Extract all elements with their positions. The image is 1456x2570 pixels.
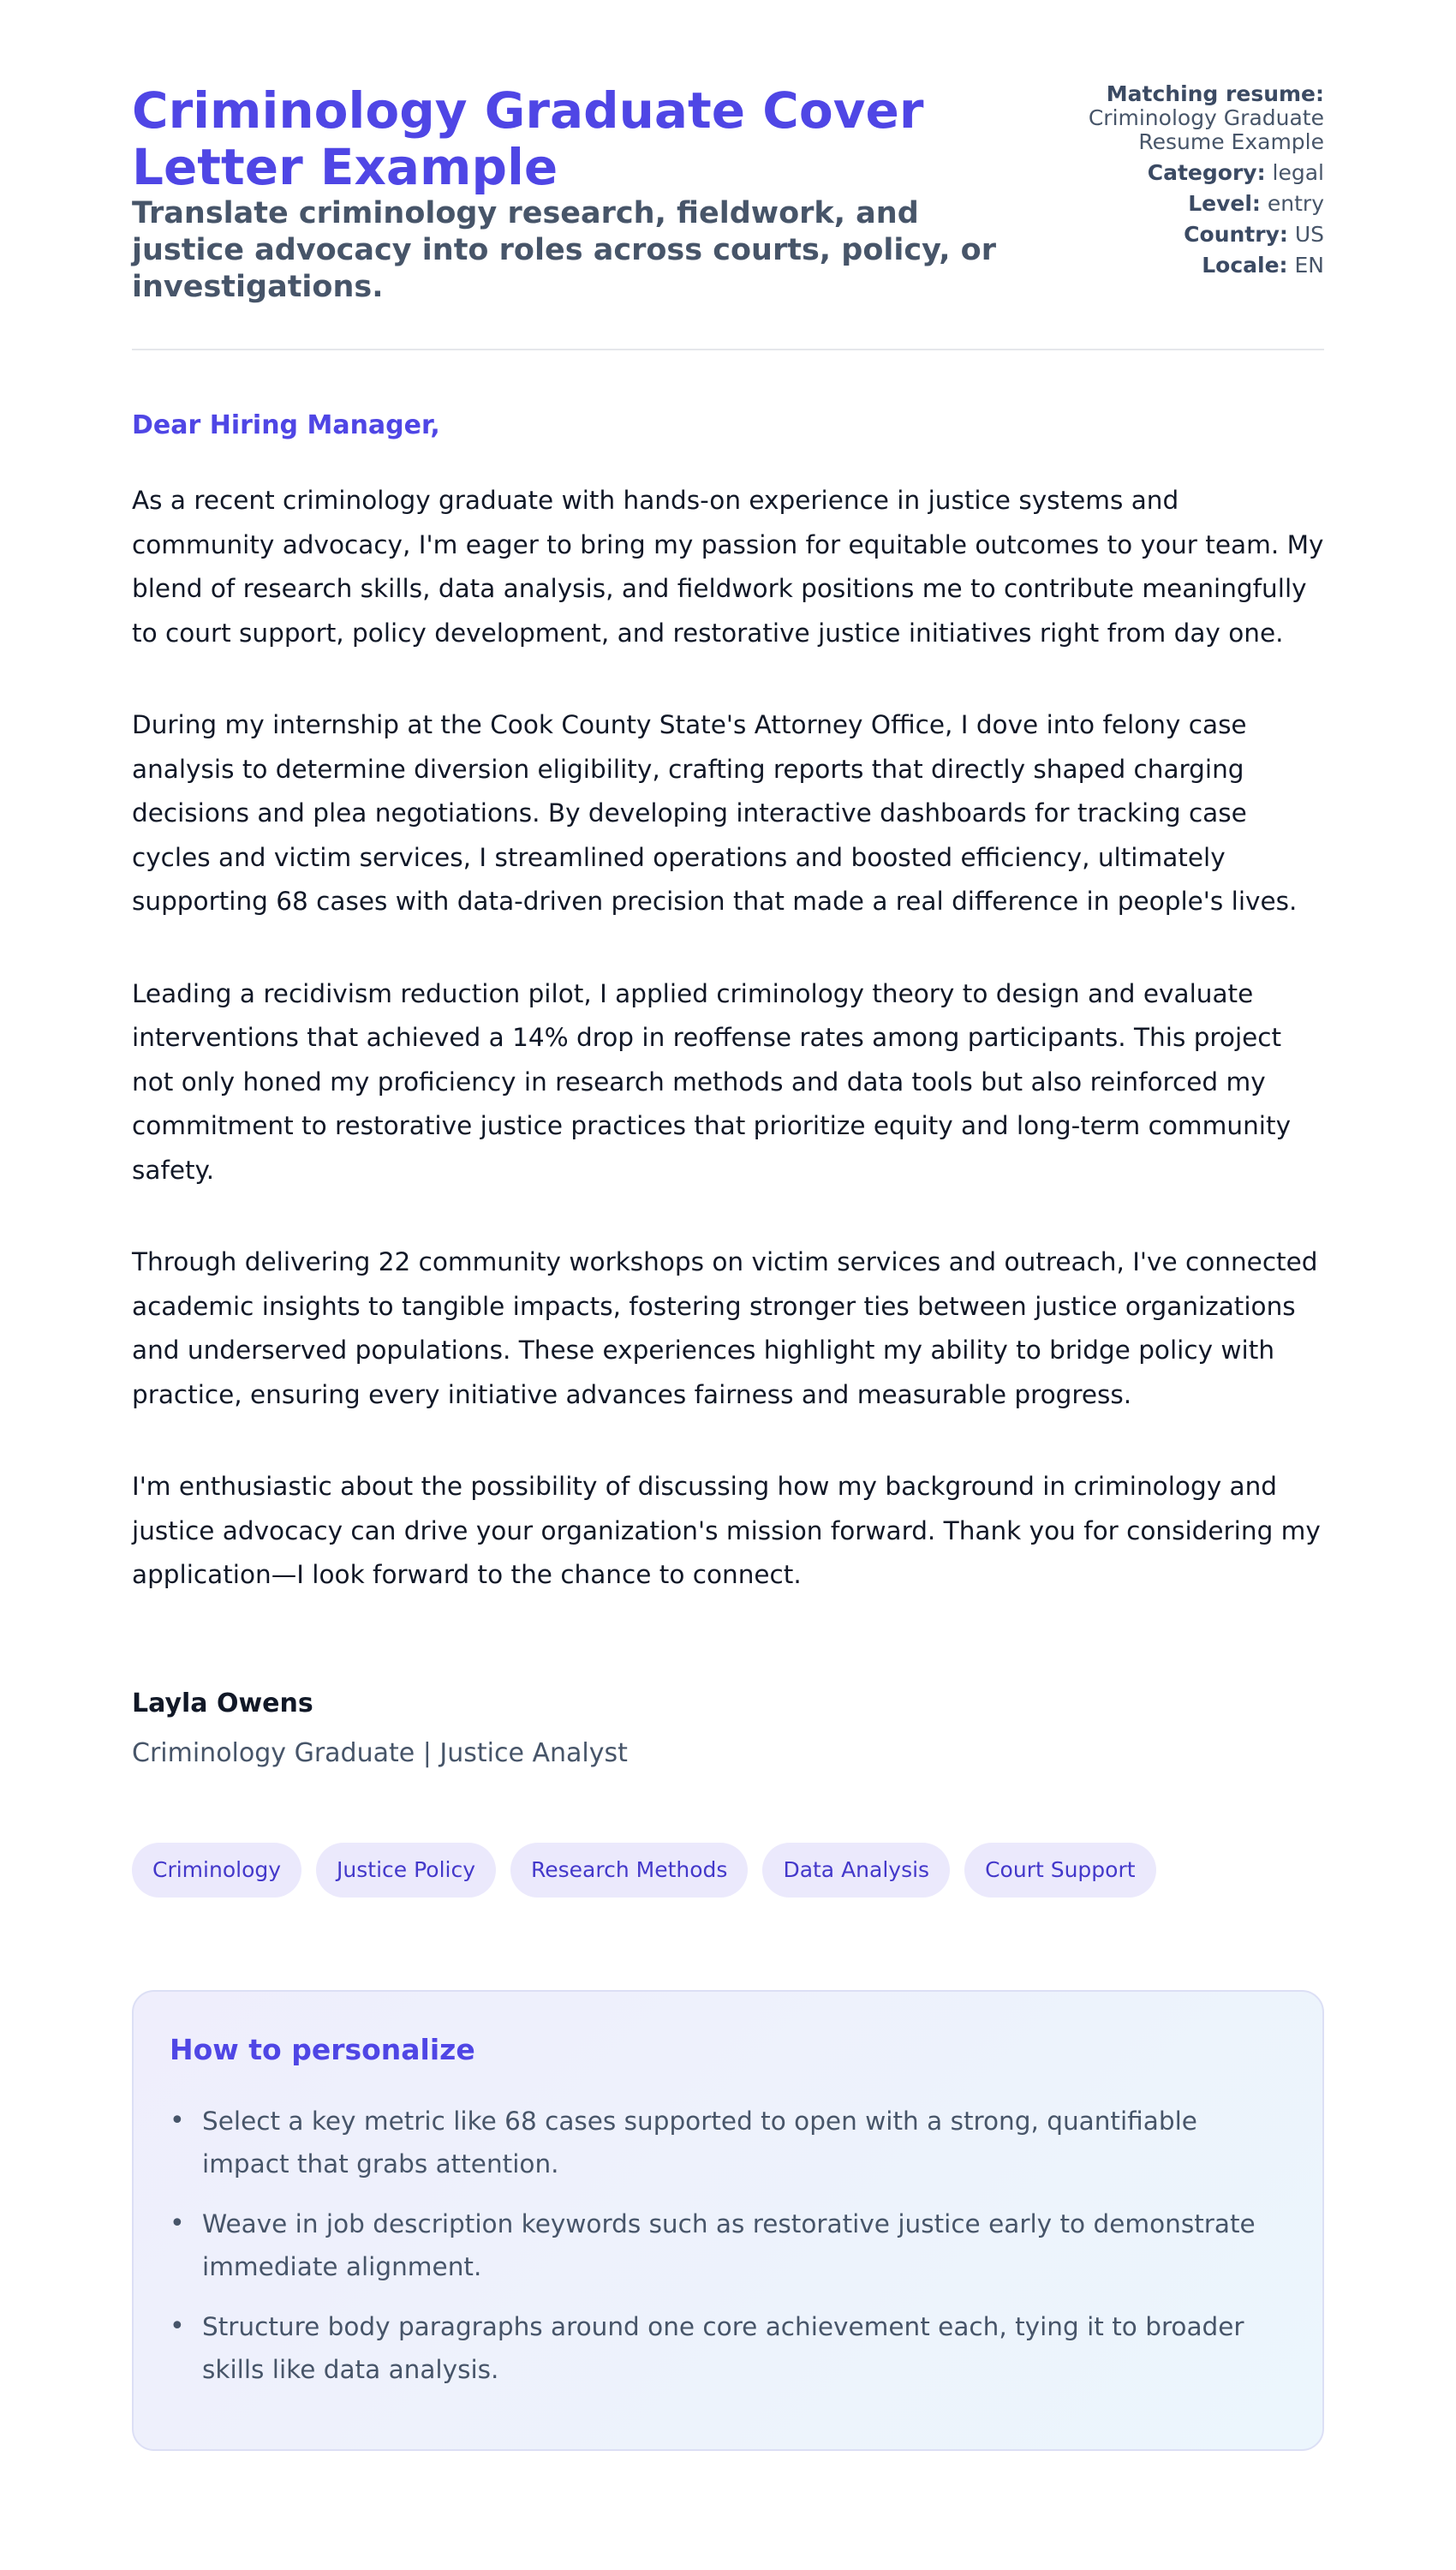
signature-title: Criminology Graduate | Justice Analyst: [132, 1737, 628, 1768]
meta-level-value: entry: [1267, 191, 1324, 216]
meta-country-value: US: [1294, 222, 1324, 247]
meta-country-label: Country:: [1184, 222, 1288, 247]
meta-matching-resume: [1000, 82, 1324, 154]
tip-item: • Select a key metric like 68 cases supported to open with a strong, quantifiable impact that grabs attention.: [170, 2100, 1286, 2185]
tip-item: • Structure body paragraphs around one core achievement each, tying it to broader skills like data analysis.: [170, 2305, 1286, 2391]
meta-panel: [1000, 82, 1324, 284]
skill-tag: Data Analysis: [762, 1843, 950, 1898]
meta-locale-label: Locale:: [1202, 253, 1288, 278]
meta-level: [1000, 192, 1324, 216]
skill-tags: [132, 1843, 1324, 1898]
meta-locale: [1000, 254, 1324, 278]
letter-paragraph: Through delivering 22 community workshops on victim services and outreach, I've connected academic insights to tangible impacts, fostering stronger ties between justice organizations and underserved populations. These experiences highlight my ability to bridge policy with practice, ensuring every initiative advances fairness and measurable progress.: [132, 1247, 1318, 1409]
tips-list: [170, 2100, 1286, 2391]
meta-category-label: Category:: [1147, 160, 1266, 185]
skill-tag: Justice Policy: [316, 1843, 496, 1898]
meta-matching-resume-label: Matching resume:: [1106, 81, 1324, 106]
letter-paragraph: Leading a recidivism reduction pilot, I applied criminology theory to design and evaluate interventions that achieved a 14% drop in reoffense rates among participants. This project not only honed my proficiency in research methods and data tools but also reinforced my commitment to restorative justice practices that prioritize equity and long-term community safety.: [132, 978, 1292, 1185]
meta-level-label: Level:: [1188, 191, 1261, 216]
letter-paragraph: During my internship at the Cook County State's Attorney Office, I dove into felony case analysis to determine diversion eligibility, crafting reports that directly shaped charging decisions and plea negotiations. By developing interactive dashboards for tracking case cycles and victim services, I streamlined operations and boosted efficiency, ultimately supporting 68 cases with data-driven precision that made a real difference in people's lives.: [132, 710, 1298, 916]
tips-title: How to personalize: [170, 2032, 475, 2066]
skill-tag: Court Support: [964, 1843, 1155, 1898]
meta-category: [1000, 161, 1324, 185]
page-title: Criminology Graduate Cover Letter Example: [132, 81, 924, 196]
letter-paragraph: I'm enthusiastic about the possibility of discussing how my background in criminology and justice advocacy can drive your organization's mission forward. Thank you for considering my application—I look forward to the chance to connect.: [132, 1472, 1321, 1589]
meta-locale-value: EN: [1294, 253, 1324, 278]
header-divider: [132, 349, 1324, 350]
skill-tag: Criminology: [132, 1843, 301, 1898]
meta-country: [1000, 223, 1324, 247]
personalize-tips-box: [132, 1990, 1324, 2451]
letter-body: [132, 410, 1324, 1598]
meta-matching-resume-value: Criminology Graduate Resume Example: [1088, 105, 1324, 154]
skill-tag: Research Methods: [510, 1843, 748, 1898]
page-header: [132, 82, 1324, 306]
meta-category-value: legal: [1272, 160, 1324, 185]
header-titles: [132, 82, 1000, 306]
letter-greeting: Dear Hiring Manager,: [132, 410, 440, 440]
signature-name: Layla Owens: [132, 1688, 313, 1718]
tip-item: • Weave in job description keywords such as restorative justice early to demonstrate immediate alignment.: [170, 2202, 1286, 2288]
letter-paragraph: As a recent criminology graduate with hands-on experience in justice systems and community advocacy, I'm eager to bring my passion for equitable outcomes to your team. My blend of research skills, data analysis, and fieldwork positions me to contribute meaningfully to court support, policy development, and restorative justice initiatives right from day one.: [132, 486, 1324, 648]
signature: [132, 1688, 1324, 1769]
page-subtitle: Translate criminology research, fieldwork, and justice advocacy into roles across courts, policy, or investigations.: [132, 196, 996, 304]
